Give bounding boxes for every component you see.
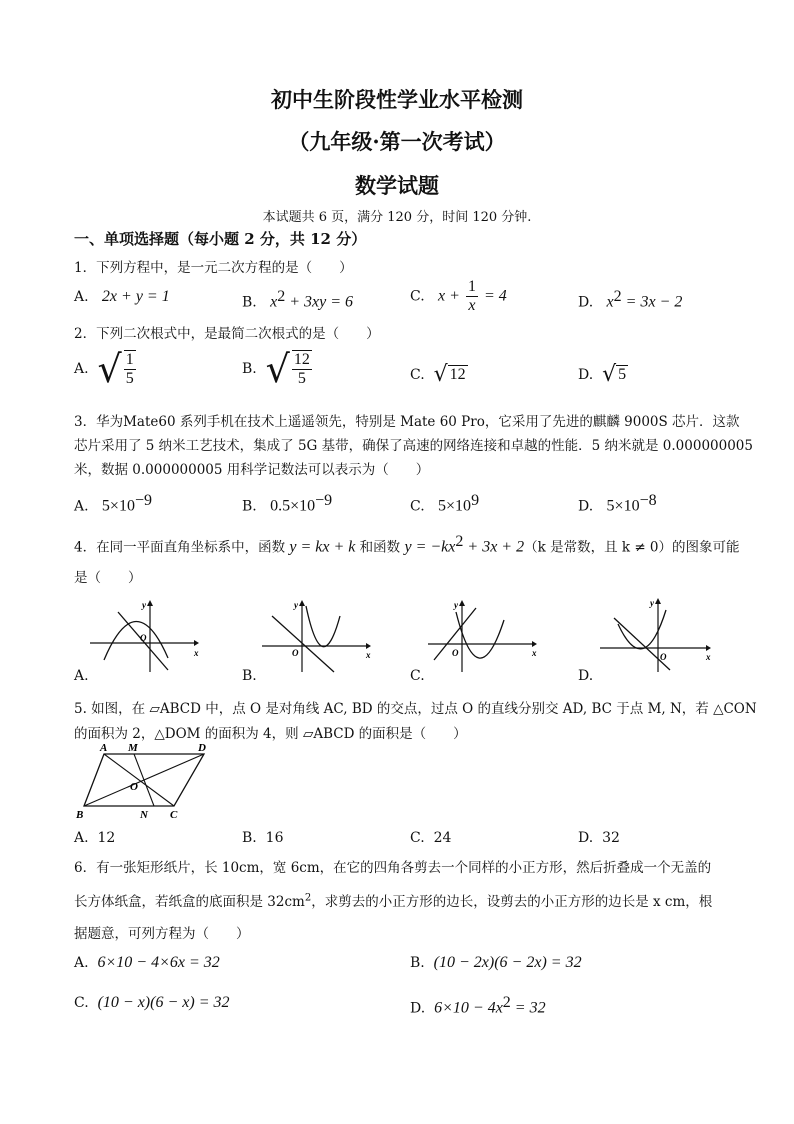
q4-b-y-label: y bbox=[294, 600, 298, 610]
q4-label-a: A. bbox=[74, 668, 89, 684]
q2-label-d: D. bbox=[578, 366, 594, 383]
q4-c-origin-label: O bbox=[452, 648, 459, 658]
q4-label-d: D. bbox=[578, 668, 594, 684]
q6-d-part1: 6×10 − 4x bbox=[434, 999, 503, 1017]
q1-b-part2: + 3xy = 6 bbox=[285, 293, 354, 311]
q1-c-part2: = 4 bbox=[479, 287, 507, 305]
q2-d-radicand: 5 bbox=[618, 366, 627, 383]
q5-a-value: 12 bbox=[97, 830, 116, 846]
q1-c-denominator: x bbox=[468, 297, 476, 314]
q4-b-x-label: x bbox=[366, 650, 371, 660]
q5-label-O: O bbox=[130, 781, 138, 793]
q5-label-M: M bbox=[128, 742, 138, 754]
q6-a-expr: 6×10 − 4×6x = 32 bbox=[97, 954, 220, 971]
q5-line-mn bbox=[134, 754, 154, 806]
q5-label-b: B. bbox=[242, 830, 257, 846]
q5-label-D: D bbox=[198, 742, 206, 754]
q3-b-exp: −9 bbox=[315, 492, 333, 509]
q3-c-base: 5×10 bbox=[438, 497, 472, 515]
q6-line-2-b: ，求剪去的小正方形的边长，设剪去的小正方形的边长是 x cm，根 bbox=[311, 894, 713, 910]
q6-d-exp: 2 bbox=[502, 994, 511, 1011]
q3-option-b bbox=[242, 492, 332, 516]
q3-line-1: 3．华为Mate60 系列手机在技术上遥遥领先，特别是 Mate 60 Pro，它采用了先进的麒麟 9000S 芯片．这款 bbox=[74, 414, 740, 430]
q2-c-sqrt-icon: √ bbox=[433, 362, 448, 387]
q5-option-c bbox=[410, 830, 451, 846]
q1-b-part1: x bbox=[270, 293, 278, 311]
q1-stem: 1．下列方程中，是一元二次方程的是（ ） bbox=[74, 260, 353, 276]
q1-c-fraction bbox=[466, 278, 478, 315]
q6-label-d: D. bbox=[410, 1000, 426, 1017]
q1-option-a bbox=[74, 288, 170, 306]
q1-c-part1: x + bbox=[438, 287, 464, 305]
q2-a-denominator: 5 bbox=[125, 370, 134, 387]
q4-a-y-arrow-icon bbox=[147, 600, 153, 606]
q3-option-a bbox=[74, 492, 152, 516]
q2-label-c: C. bbox=[410, 366, 425, 383]
q4-func-2-b: + 3x + 2 bbox=[463, 538, 525, 556]
q4-func-2-a: y = −kx bbox=[404, 538, 456, 556]
q4-d-x-arrow-icon bbox=[706, 645, 711, 651]
title-line-2: （九年级·第一次考试） bbox=[288, 129, 506, 154]
q6-option-c bbox=[74, 994, 229, 1012]
title-line-1: 初中生阶段性学业水平检测 bbox=[271, 87, 523, 112]
q4-line-1 bbox=[74, 533, 740, 557]
q6-line-2 bbox=[74, 890, 712, 910]
q4-b-line bbox=[272, 616, 334, 672]
q4-line-1-a: 4．在同一平面直角坐标系中，函数 bbox=[74, 539, 290, 556]
q1-label-c: C. bbox=[410, 288, 425, 305]
q4-d-x-label: x bbox=[706, 652, 711, 662]
q4-label-b: B. bbox=[242, 668, 257, 684]
q5-parallelogram-figure bbox=[74, 742, 214, 822]
q3-d-exp: −8 bbox=[639, 492, 657, 509]
q4-b-y-arrow-icon bbox=[299, 600, 305, 606]
q1-option-c bbox=[410, 278, 507, 315]
q4-func-1: y = kx + k bbox=[289, 538, 356, 556]
q5-label-A: A bbox=[100, 742, 108, 754]
q1-option-b bbox=[242, 288, 353, 312]
q4-a-y-label: y bbox=[142, 600, 146, 610]
q6-line-2-exp: 2 bbox=[304, 892, 312, 904]
q2-b-numerator: 12 bbox=[293, 351, 310, 368]
q2-a-numerator: 1 bbox=[125, 351, 134, 368]
q2-d-sqrt-icon: √ bbox=[602, 362, 617, 387]
q1-label-a: A. bbox=[74, 289, 89, 305]
q5-label-N: N bbox=[140, 809, 148, 821]
q4-d-origin-label: O bbox=[660, 652, 667, 662]
q3-label-b: B. bbox=[242, 498, 257, 515]
q1-a-expr: 2x + y = 1 bbox=[101, 288, 170, 305]
q4-graph-b bbox=[262, 598, 372, 674]
q2-label-a: A. bbox=[74, 361, 89, 377]
q2-a-fraction bbox=[124, 350, 136, 388]
q5-label-a: A. bbox=[74, 830, 89, 846]
q6-option-d bbox=[410, 994, 546, 1018]
q1-d-exp: 2 bbox=[613, 288, 622, 305]
q5-label-B: B bbox=[76, 809, 84, 821]
q4-d-y-label: y bbox=[650, 598, 654, 608]
q2-option-c bbox=[410, 362, 468, 387]
q6-label-c: C. bbox=[74, 995, 89, 1011]
q4-c-y-label: y bbox=[454, 600, 458, 610]
q6-line-2-a: 长方体纸盒，若纸盒的底面积是 32cm bbox=[74, 894, 305, 910]
q1-d-part1: x bbox=[606, 293, 614, 311]
q5-label-d: D. bbox=[578, 830, 594, 846]
q3-label-d: D. bbox=[578, 498, 594, 515]
q4-c-x-label: x bbox=[532, 648, 537, 658]
q4-b-origin-label: O bbox=[292, 648, 299, 658]
section-heading: 一、单项选择题（每小题 2 分，共 12 分） bbox=[74, 230, 367, 248]
q3-b-base: 0.5×10 bbox=[270, 497, 316, 515]
q6-c-expr: (10 − x)(6 − x) = 32 bbox=[97, 994, 230, 1011]
q4-a-parabola bbox=[104, 621, 168, 660]
q4-line-1-c: （k 是常数，且 k ≠ 0）的图象可能 bbox=[524, 539, 740, 556]
q1-option-d bbox=[578, 288, 682, 312]
q5-line-1: 5. 如图，在 ▱ABCD 中，点 O 是对角线 AC, BD 的交点，过点 O 的直线分别交 AD, BC 于点 M, N，若 △CON bbox=[74, 701, 757, 717]
title-line-3: 数学试题 bbox=[355, 173, 439, 198]
q4-d-line bbox=[614, 618, 670, 670]
q2-label-b: B. bbox=[242, 361, 257, 377]
q5-option-d bbox=[578, 830, 620, 846]
q4-c-parabola bbox=[456, 612, 504, 658]
q5-line-2: 的面积为 2，△DOM 的面积为 4，则 ▱ABCD 的面积是（ ） bbox=[74, 726, 467, 742]
q3-option-c bbox=[410, 492, 479, 516]
q2-c-radicand: 12 bbox=[449, 366, 466, 383]
q2-b-denominator: 5 bbox=[297, 370, 306, 387]
q2-option-a bbox=[74, 347, 138, 391]
q4-graph-d bbox=[600, 596, 712, 674]
q4-graph-a bbox=[90, 598, 200, 674]
q6-option-b bbox=[410, 954, 582, 972]
q4-a-x-label: x bbox=[194, 648, 199, 658]
q3-line-3: 米，数据 0.000000005 用科学记数法可以表示为（ ） bbox=[74, 462, 430, 478]
q5-diagonal-ac bbox=[104, 754, 174, 806]
q6-line-3: 据题意，可列方程为（ ） bbox=[74, 926, 250, 942]
q2-a-sqrt-icon: √ bbox=[97, 347, 122, 391]
q4-d-y-arrow-icon bbox=[655, 598, 661, 604]
q2-option-d bbox=[578, 362, 628, 387]
q6-option-a bbox=[74, 954, 220, 972]
q4-line-1-b: 和函数 bbox=[355, 539, 405, 556]
q2-stem: 2．下列二次根式中，是最简二次根式的是（ ） bbox=[74, 326, 380, 342]
q6-label-a: A. bbox=[74, 955, 89, 971]
q6-line-1: 6．有一张矩形纸片，长 10cm，宽 6cm，在它的四角各剪去一个同样的小正方形，然后折叠成一个无盖的 bbox=[74, 860, 712, 876]
q1-b-exp: 2 bbox=[277, 288, 286, 305]
q3-line-2: 芯片采用了 5 纳米工艺技术，集成了 5G 基带，确保了高速的网络连接和卓越的性能．5 纳米就是 0.000000005 bbox=[74, 438, 753, 454]
q1-c-numerator: 1 bbox=[467, 278, 476, 295]
q3-label-c: C. bbox=[410, 498, 425, 515]
q4-graph-c bbox=[428, 598, 538, 674]
q5-d-value: 32 bbox=[602, 830, 620, 846]
q3-a-exp: −9 bbox=[134, 492, 152, 509]
q5-b-value: 16 bbox=[265, 830, 284, 846]
q6-d-part2: = 32 bbox=[510, 999, 546, 1017]
q4-a-x-arrow-icon bbox=[194, 640, 199, 646]
q3-label-a: A. bbox=[74, 498, 89, 515]
q4-label-c: C. bbox=[410, 668, 425, 684]
q4-c-x-arrow-icon bbox=[532, 641, 537, 647]
q5-option-b bbox=[242, 830, 283, 846]
q5-label-C: C bbox=[170, 809, 178, 821]
q5-c-value: 24 bbox=[433, 830, 452, 846]
q5-option-a bbox=[74, 830, 115, 846]
q4-b-parabola bbox=[306, 606, 340, 647]
q4-c-y-arrow-icon bbox=[459, 600, 465, 606]
q4-a-origin-label: O bbox=[140, 633, 147, 643]
q3-a-base: 5×10 bbox=[101, 497, 135, 515]
q1-label-b: B. bbox=[242, 294, 257, 311]
q2-b-sqrt-icon: √ bbox=[265, 347, 290, 391]
q4-d-parabola bbox=[618, 610, 666, 649]
q3-c-exp: 9 bbox=[471, 492, 480, 509]
q1-d-part2: = 3x − 2 bbox=[621, 293, 683, 311]
q4-func-2-exp: 2 bbox=[455, 533, 464, 550]
exam-info: 本试题共 6 页，满分 120 分，时间 120 分钟. bbox=[262, 210, 532, 225]
q3-d-base: 5×10 bbox=[606, 497, 640, 515]
q4-b-x-arrow-icon bbox=[366, 643, 371, 649]
q2-option-b bbox=[242, 347, 314, 391]
q3-option-d bbox=[578, 492, 657, 516]
q2-b-fraction bbox=[292, 350, 312, 388]
q1-label-d: D. bbox=[578, 294, 594, 311]
q6-label-b: B. bbox=[410, 955, 425, 971]
q4-line-2: 是（ ） bbox=[74, 570, 142, 586]
q6-b-expr: (10 − 2x)(6 − 2x) = 32 bbox=[433, 954, 582, 971]
q5-label-c: C. bbox=[410, 830, 425, 846]
